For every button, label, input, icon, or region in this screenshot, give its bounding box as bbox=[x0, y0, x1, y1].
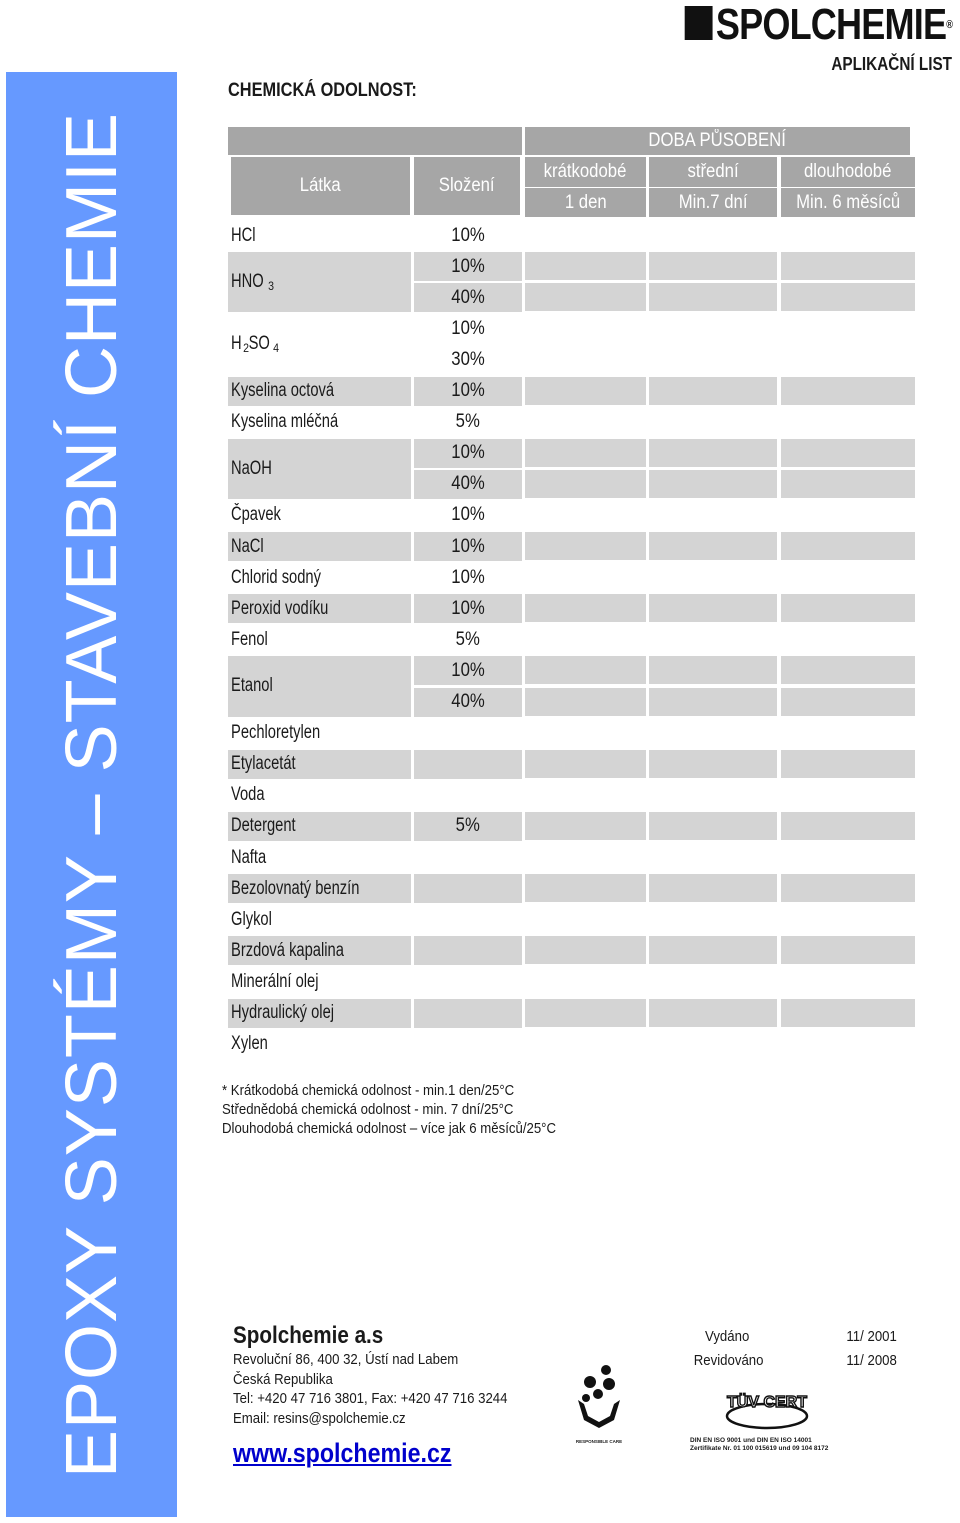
substance-name-text bbox=[231, 909, 277, 931]
result-short-cell bbox=[525, 874, 646, 902]
composition-cell-text: 10% bbox=[451, 566, 485, 588]
substance-name-text bbox=[231, 878, 377, 900]
company-address: Revoluční 86, 400 32, Ústí nad Labem bbox=[233, 1351, 459, 1368]
result-long-cell bbox=[781, 470, 915, 498]
substance-name bbox=[228, 750, 411, 779]
composition-cell-text: 40% bbox=[451, 691, 485, 713]
substance-name bbox=[228, 874, 411, 903]
tuv-cert-icon bbox=[724, 1392, 810, 1432]
composition-cell-text: 10% bbox=[451, 535, 485, 557]
company-info bbox=[233, 1322, 545, 1428]
header-medium-text: střední bbox=[687, 161, 739, 182]
name-part: Etylacetát bbox=[231, 753, 296, 775]
subscript: 4 bbox=[273, 341, 280, 356]
revised-value: 11/ 2008 bbox=[846, 1352, 897, 1369]
composition-cell-text: 5% bbox=[455, 411, 481, 433]
substance-name-text bbox=[231, 753, 304, 775]
header-composition bbox=[414, 157, 520, 215]
header-exposure-text: DOBA PŮSOBENÍ bbox=[648, 130, 787, 151]
result-long-cell bbox=[781, 408, 915, 436]
composition-cell bbox=[414, 688, 522, 717]
result-short-cell bbox=[525, 905, 646, 933]
result-short-cell bbox=[525, 221, 646, 249]
substance-name bbox=[228, 719, 411, 748]
header-composition-text: Složení bbox=[439, 175, 495, 196]
sidebar-banner bbox=[6, 72, 177, 1517]
substance-name-text bbox=[231, 940, 359, 962]
result-short-cell bbox=[525, 719, 646, 747]
registered-icon: ® bbox=[946, 19, 952, 31]
sidebar-title: EPOXY SYSTÉMY – STAVEBNÍ CHEMIE bbox=[51, 111, 132, 1478]
substance-name bbox=[228, 843, 411, 872]
composition-cell-text: 10% bbox=[451, 224, 485, 246]
result-long-cell bbox=[781, 719, 915, 747]
substance-name bbox=[228, 1030, 411, 1059]
result-long-cell bbox=[781, 314, 915, 342]
result-medium-cell bbox=[649, 656, 777, 684]
substance-name bbox=[228, 314, 411, 374]
name-part: Nafta bbox=[231, 846, 267, 868]
result-long-cell bbox=[781, 999, 915, 1027]
result-medium-cell bbox=[649, 439, 777, 467]
result-long-cell bbox=[781, 439, 915, 467]
result-medium-cell bbox=[649, 999, 777, 1027]
substance-name-text bbox=[231, 504, 288, 526]
composition-cell bbox=[414, 283, 522, 312]
substance-name-text bbox=[231, 333, 279, 355]
name-part: Xylen bbox=[231, 1033, 268, 1055]
subscript: 2 bbox=[243, 341, 249, 356]
substance-name-text bbox=[231, 847, 271, 869]
tuv-cert-badge bbox=[724, 1392, 810, 1437]
name-part: HCl bbox=[231, 224, 256, 246]
document-type: APLIKAČNÍ LIST bbox=[831, 54, 952, 74]
substance-name bbox=[228, 252, 411, 312]
composition-cell bbox=[414, 812, 522, 841]
substance-name-text bbox=[231, 458, 277, 480]
result-short-cell bbox=[525, 1030, 646, 1058]
substance-name bbox=[228, 936, 411, 965]
composition-cell bbox=[414, 594, 522, 623]
result-medium-cell bbox=[649, 812, 777, 840]
result-long-cell bbox=[781, 843, 915, 871]
result-short-cell bbox=[525, 936, 646, 964]
composition-cell-text: 40% bbox=[451, 473, 485, 495]
result-long-cell bbox=[781, 967, 915, 995]
tuv-text: TÜV CERT bbox=[727, 1394, 807, 1411]
composition-cell bbox=[414, 999, 522, 1028]
result-medium-cell bbox=[649, 936, 777, 964]
result-long-cell bbox=[781, 781, 915, 809]
composition-cell bbox=[414, 874, 522, 903]
result-long-cell bbox=[781, 625, 915, 653]
result-long-cell bbox=[781, 656, 915, 684]
substance-name bbox=[228, 967, 411, 996]
header-long-text: dlouhodobé bbox=[804, 161, 892, 182]
composition-cell bbox=[414, 345, 522, 374]
note-medium: Střednědobá chemická odolnost - min. 7 dní/25°C bbox=[222, 1101, 514, 1118]
substance-name bbox=[228, 999, 411, 1028]
substance-name-text bbox=[231, 1002, 348, 1024]
issued-value: 11/ 2001 bbox=[846, 1328, 897, 1345]
result-long-cell bbox=[781, 688, 915, 716]
result-long-cell bbox=[781, 221, 915, 249]
header-long-time-text: Min. 6 měsíců bbox=[795, 191, 901, 213]
result-long-cell bbox=[781, 750, 915, 778]
result-short-cell bbox=[525, 563, 646, 591]
name-part: Peroxid vodíku bbox=[231, 597, 329, 619]
composition-cell bbox=[414, 936, 522, 965]
substance-name-text bbox=[231, 629, 273, 651]
name-part: NaCl bbox=[231, 535, 264, 557]
name-part: NaOH bbox=[231, 457, 272, 479]
substance-name-text bbox=[231, 567, 333, 589]
substance-name bbox=[228, 781, 411, 810]
substance-name-text bbox=[231, 411, 353, 433]
composition-cell-text: 10% bbox=[451, 317, 485, 339]
composition-cell-text: 30% bbox=[451, 348, 485, 370]
result-short-cell bbox=[525, 470, 646, 498]
name-part: Voda bbox=[231, 784, 265, 806]
name-part: Etanol bbox=[231, 675, 273, 697]
name-part: HNO bbox=[231, 271, 264, 293]
result-medium-cell bbox=[649, 781, 777, 809]
result-medium-cell bbox=[649, 252, 777, 280]
result-medium-cell bbox=[649, 905, 777, 933]
substance-name bbox=[228, 408, 411, 437]
composition-cell bbox=[414, 221, 522, 250]
notes bbox=[222, 1081, 602, 1138]
header-long bbox=[781, 157, 915, 187]
responsible-care-badge bbox=[574, 1360, 624, 1444]
composition-cell-text: 10% bbox=[451, 504, 485, 526]
name-part: Kyselina mléčná bbox=[231, 411, 339, 433]
substance-name bbox=[228, 594, 411, 623]
header-short-time-text: 1 den bbox=[564, 191, 607, 213]
result-short-cell bbox=[525, 283, 646, 311]
header-medium bbox=[649, 157, 777, 187]
result-short-cell bbox=[525, 377, 646, 405]
result-medium-cell bbox=[649, 283, 777, 311]
result-long-cell bbox=[781, 501, 915, 529]
composition-cell-text: 5% bbox=[455, 815, 481, 837]
name-part: Fenol bbox=[231, 628, 268, 650]
name-part: Pechloretylen bbox=[231, 722, 321, 744]
substance-name bbox=[228, 377, 411, 406]
company-country: Česká Republika bbox=[233, 1370, 333, 1388]
name-part: Chlorid sodný bbox=[231, 566, 321, 588]
composition-cell bbox=[414, 781, 522, 810]
result-medium-cell bbox=[649, 501, 777, 529]
substance-name-text bbox=[231, 536, 268, 558]
result-long-cell bbox=[781, 283, 915, 311]
composition-cell-text: 10% bbox=[451, 442, 485, 464]
result-short-cell bbox=[525, 594, 646, 622]
composition-cell bbox=[414, 439, 522, 468]
composition-cell bbox=[414, 563, 522, 592]
result-long-cell bbox=[781, 563, 915, 591]
substance-name bbox=[228, 532, 411, 561]
substance-name-text bbox=[231, 380, 348, 402]
substance-name-text bbox=[231, 971, 330, 993]
composition-cell-text: 10% bbox=[451, 380, 485, 402]
company-website-link[interactable]: www.spolchemie.cz bbox=[233, 1438, 452, 1468]
result-medium-cell bbox=[649, 345, 777, 373]
result-medium-cell bbox=[649, 532, 777, 560]
substance-name bbox=[228, 221, 411, 250]
name-part: Bezolovnatý benzín bbox=[231, 877, 360, 899]
company-logo bbox=[626, 2, 952, 75]
result-short-cell bbox=[525, 967, 646, 995]
result-medium-cell bbox=[649, 1030, 777, 1058]
subscript: 3 bbox=[268, 279, 275, 294]
iso-line-2: Zertifikate Nr. 01 100 015619 und 09 104 8172 bbox=[690, 1444, 829, 1452]
header-exposure bbox=[525, 127, 910, 155]
composition-cell bbox=[414, 1030, 522, 1059]
note-long: Dlouhodobá chemická odolnost – více jak 6 měsíců/25°C bbox=[222, 1120, 557, 1137]
name-part: H bbox=[231, 333, 242, 355]
result-medium-cell bbox=[649, 221, 777, 249]
result-medium-cell bbox=[649, 594, 777, 622]
substance-name bbox=[228, 656, 411, 716]
result-short-cell bbox=[525, 781, 646, 809]
header-medium-time bbox=[649, 188, 777, 217]
result-long-cell bbox=[781, 874, 915, 902]
iso-certificates bbox=[690, 1437, 828, 1452]
iso-line-1: DIN EN ISO 9001 und DIN EN ISO 14001 bbox=[690, 1437, 812, 1444]
composition-cell bbox=[414, 501, 522, 530]
result-medium-cell bbox=[649, 470, 777, 498]
result-medium-cell bbox=[649, 563, 777, 591]
result-long-cell bbox=[781, 345, 915, 373]
result-medium-cell bbox=[649, 377, 777, 405]
company-phone: Tel: +420 47 716 3801, Fax: +420 47 716 3244 bbox=[233, 1390, 508, 1407]
result-long-cell bbox=[781, 252, 915, 280]
substance-name-text bbox=[231, 722, 332, 744]
note-short: * Krátkodobá chemická odolnost - min.1 den/25°C bbox=[222, 1082, 515, 1099]
result-short-cell bbox=[525, 812, 646, 840]
revised-label: Revidováno bbox=[693, 1352, 764, 1369]
composition-cell bbox=[414, 843, 522, 872]
header-substance bbox=[231, 157, 410, 215]
result-short-cell bbox=[525, 625, 646, 653]
substance-name-text bbox=[231, 815, 304, 837]
name-part: Hydraulický olej bbox=[231, 1002, 335, 1024]
substance-name bbox=[228, 501, 411, 530]
result-short-cell bbox=[525, 314, 646, 342]
composition-cell-text: 10% bbox=[451, 597, 485, 619]
result-short-cell bbox=[525, 345, 646, 373]
result-short-cell bbox=[525, 999, 646, 1027]
composition-cell-text: 10% bbox=[451, 255, 485, 277]
result-long-cell bbox=[781, 905, 915, 933]
result-short-cell bbox=[525, 408, 646, 436]
header-short-time bbox=[525, 188, 646, 217]
result-long-cell bbox=[781, 532, 915, 560]
name-part: Kyselina octová bbox=[231, 380, 335, 402]
company-name: Spolchemie a.s bbox=[233, 1322, 384, 1349]
composition-cell bbox=[414, 252, 522, 281]
logo-brand: SPOLCHEMIE bbox=[715, 0, 947, 49]
header-blank-bar bbox=[228, 127, 522, 155]
logo-mark-icon bbox=[685, 6, 713, 40]
name-part: SO bbox=[248, 333, 271, 355]
result-short-cell bbox=[525, 252, 646, 280]
result-medium-cell bbox=[649, 688, 777, 716]
substance-name bbox=[228, 563, 411, 592]
composition-cell bbox=[414, 905, 522, 934]
responsible-care-icon bbox=[574, 1360, 624, 1434]
substance-name bbox=[228, 812, 411, 841]
result-medium-cell bbox=[649, 314, 777, 342]
result-short-cell bbox=[525, 750, 646, 778]
issued-label: Vydáno bbox=[705, 1328, 750, 1345]
substance-name-text bbox=[231, 598, 342, 620]
substance-name-text bbox=[231, 784, 269, 806]
result-short-cell bbox=[525, 656, 646, 684]
composition-cell bbox=[414, 625, 522, 654]
composition-cell bbox=[414, 377, 522, 406]
result-short-cell bbox=[525, 688, 646, 716]
substance-name-text bbox=[231, 1033, 273, 1055]
header-short-text: krátkodobé bbox=[544, 161, 627, 182]
composition-cell bbox=[414, 967, 522, 996]
composition-cell bbox=[414, 470, 522, 499]
result-long-cell bbox=[781, 377, 915, 405]
result-medium-cell bbox=[649, 874, 777, 902]
result-long-cell bbox=[781, 936, 915, 964]
header-medium-time-text: Min.7 dní bbox=[678, 191, 748, 213]
result-medium-cell bbox=[649, 719, 777, 747]
composition-cell bbox=[414, 750, 522, 779]
result-short-cell bbox=[525, 501, 646, 529]
substance-name-text bbox=[231, 271, 274, 293]
composition-cell bbox=[414, 656, 522, 685]
name-part: Čpavek bbox=[231, 504, 281, 526]
substance-name bbox=[228, 439, 411, 499]
composition-cell bbox=[414, 408, 522, 437]
header-substance-text: Látka bbox=[300, 175, 341, 196]
composition-cell bbox=[414, 532, 522, 561]
result-short-cell bbox=[525, 439, 646, 467]
substance-name-text bbox=[231, 225, 259, 247]
substance-name bbox=[228, 905, 411, 934]
name-part: Minerální olej bbox=[231, 970, 319, 992]
header-short bbox=[525, 157, 646, 187]
substance-name-text bbox=[231, 675, 278, 697]
company-email: Email: resins@spolchemie.cz bbox=[233, 1409, 406, 1427]
composition-cell bbox=[414, 314, 522, 343]
result-long-cell bbox=[781, 1030, 915, 1058]
result-long-cell bbox=[781, 594, 915, 622]
result-medium-cell bbox=[649, 967, 777, 995]
result-medium-cell bbox=[649, 843, 777, 871]
composition-cell-text: 5% bbox=[455, 628, 481, 650]
header-long-time bbox=[781, 188, 915, 217]
result-long-cell bbox=[781, 812, 915, 840]
result-medium-cell bbox=[649, 625, 777, 653]
name-part: Glykol bbox=[231, 908, 272, 930]
result-medium-cell bbox=[649, 750, 777, 778]
composition-cell-text: 40% bbox=[451, 286, 485, 308]
composition-cell bbox=[414, 719, 522, 748]
name-part: Brzdová kapalina bbox=[231, 939, 344, 961]
result-medium-cell bbox=[649, 408, 777, 436]
substance-name bbox=[228, 625, 411, 654]
responsible-care-label: RESPONSIBLE CARE bbox=[575, 1439, 623, 1444]
composition-cell-text: 10% bbox=[451, 659, 485, 681]
result-short-cell bbox=[525, 843, 646, 871]
name-part: Detergent bbox=[231, 815, 296, 837]
section-title: CHEMICKÁ ODOLNOST: bbox=[228, 80, 417, 101]
result-short-cell bbox=[525, 532, 646, 560]
